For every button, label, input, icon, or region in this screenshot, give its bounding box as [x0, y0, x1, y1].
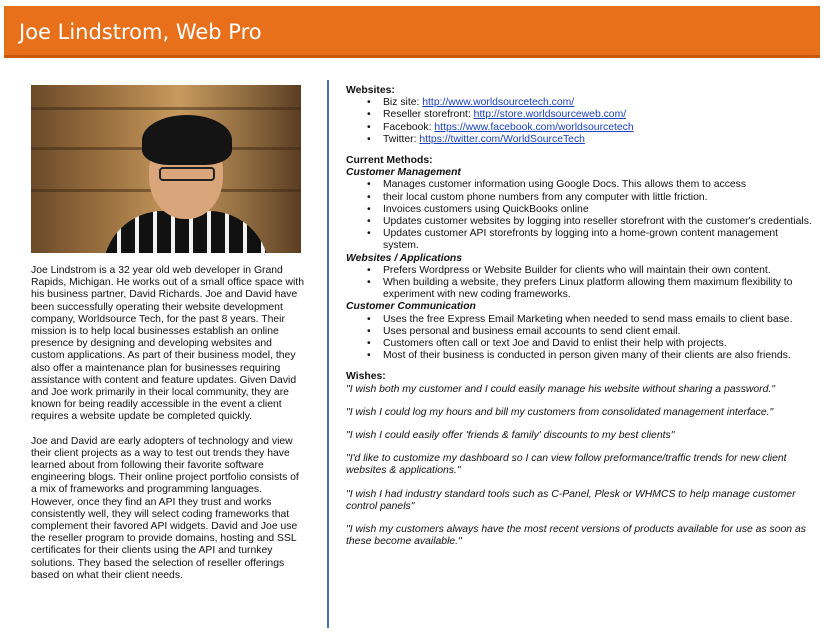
wish-quote: "I wish I had industry standard tools such as C-Panel, Plesk or WHMCS to help manage customer control panels" — [346, 488, 796, 512]
websites-applications-heading: Websites / Applications — [346, 252, 463, 264]
details-column — [346, 85, 816, 560]
list-item: • Facebook: https://www.facebook.com/worldsourcetech — [367, 122, 816, 134]
biz-site-link[interactable]: http://www.worldsourcetech.com/ — [422, 97, 575, 109]
column-divider — [327, 80, 329, 628]
websites-applications-list — [367, 265, 816, 302]
list-item: • Reseller storefront: http://store.worldsourceweb.com/ — [367, 109, 816, 121]
wish-quote: "I wish my customers always have the most recent versions of products available for use as soon as these become available." — [346, 524, 806, 548]
wish-quote: "I'd like to customize my dashboard so I can view follow preformance/traffic trends for new client websites & applications." — [346, 453, 787, 477]
wish-quote: "I wish both my customer and I could easily manage his website without sharing a password." — [346, 383, 775, 395]
page-header — [4, 6, 820, 58]
customer-management-heading: Customer Management — [346, 167, 461, 179]
wish-quote: "I wish I could easily offer 'friends & family' discounts to my best clients" — [346, 430, 675, 442]
current-methods-heading: Current Methods: — [346, 155, 433, 167]
list-item: • When building a website, they prefers Linux platform allowing them maximum flexibility to experiment with new coding frameworks. — [367, 277, 816, 301]
list-item: • Updates customer websites by logging into reseller storefront with the customer's credentials. — [367, 216, 816, 228]
reseller-storefront-link[interactable]: http://store.worldsourceweb.com/ — [473, 109, 627, 121]
list-item: • Most of their business is conducted in person given many of their clients are also friends. — [367, 350, 816, 362]
websites-list — [367, 97, 816, 146]
customer-communication-heading: Customer Communication — [346, 301, 476, 313]
list-item: • Prefers Wordpress or Website Builder for clients who will maintain their own content. — [367, 265, 816, 277]
page-title: Joe Lindstrom, Web Pro — [19, 20, 262, 44]
list-item: • Uses personal and business email accounts to send client email. — [367, 326, 816, 338]
list-item: • Customers often call or text Joe and David to enlist their help with projects. — [367, 338, 816, 350]
list-item: • Invoices customers using QuickBooks online — [367, 204, 816, 216]
list-item: • Biz site: http://www.worldsourcetech.com/ — [367, 97, 816, 109]
bio-paragraph: Joe Lindstrom is a 32 year old web developer in Grand Rapids, Michigan. He works out of a small office space with his business partner, David Richards. Joe and David have been successfully operating their website development company, Worldsource Tech, for the past 8 years. Their mission is to help local businesses establish an online presence by designing and developing websites and custom applications. As part of their business model, they also offer a maintenance plan for businesses requiring assistance with content and feature updates. Given David and Joe work primarily in their local community, they are known for being readily accessible in the event a client requires a website update be completed quickly. — [31, 265, 304, 423]
bio-paragraph: Joe and David are early adopters of technology and view their client projects as a way to test out trends they have learned about from following their favorite software engineering blogs. Their online project portfolio consists of a mix of frameworks and programming languages. However, once they find an API they trust and works consistently well, they will select coding frameworks that complement their favored API widgets. David and Joe use the reseller program to provide domains, hosting and SSL certificates for their clients using the API and turnkey solutions. They based the selection of reseller offerings based on what their client needs. — [31, 435, 299, 581]
websites-heading: Websites: — [346, 85, 395, 96]
bio-section — [31, 265, 306, 594]
wish-quote: "I wish I could log my hours and bill my customers from consolidated management interface." — [346, 406, 774, 418]
customer-communication-list — [367, 314, 816, 363]
customer-management-list — [367, 179, 816, 252]
wishes-heading: Wishes: — [346, 371, 386, 383]
list-item: • Uses the free Express Email Marketing when needed to send mass emails to client base. — [367, 314, 816, 326]
list-item: • their local custom phone numbers from any computer with little friction. — [367, 192, 816, 204]
list-item: • Twitter: https://twitter.com/WorldSourceTech — [367, 134, 816, 146]
facebook-link[interactable]: https://www.facebook.com/worldsourcetech — [434, 121, 634, 133]
list-item: • Updates customer API storefronts by logging into a home-grown content management system. — [367, 228, 816, 252]
profile-photo — [31, 85, 301, 253]
twitter-link[interactable]: https://twitter.com/WorldSourceTech — [419, 133, 585, 145]
list-item: • Manages customer information using Google Docs. This allows them to access — [367, 179, 816, 191]
